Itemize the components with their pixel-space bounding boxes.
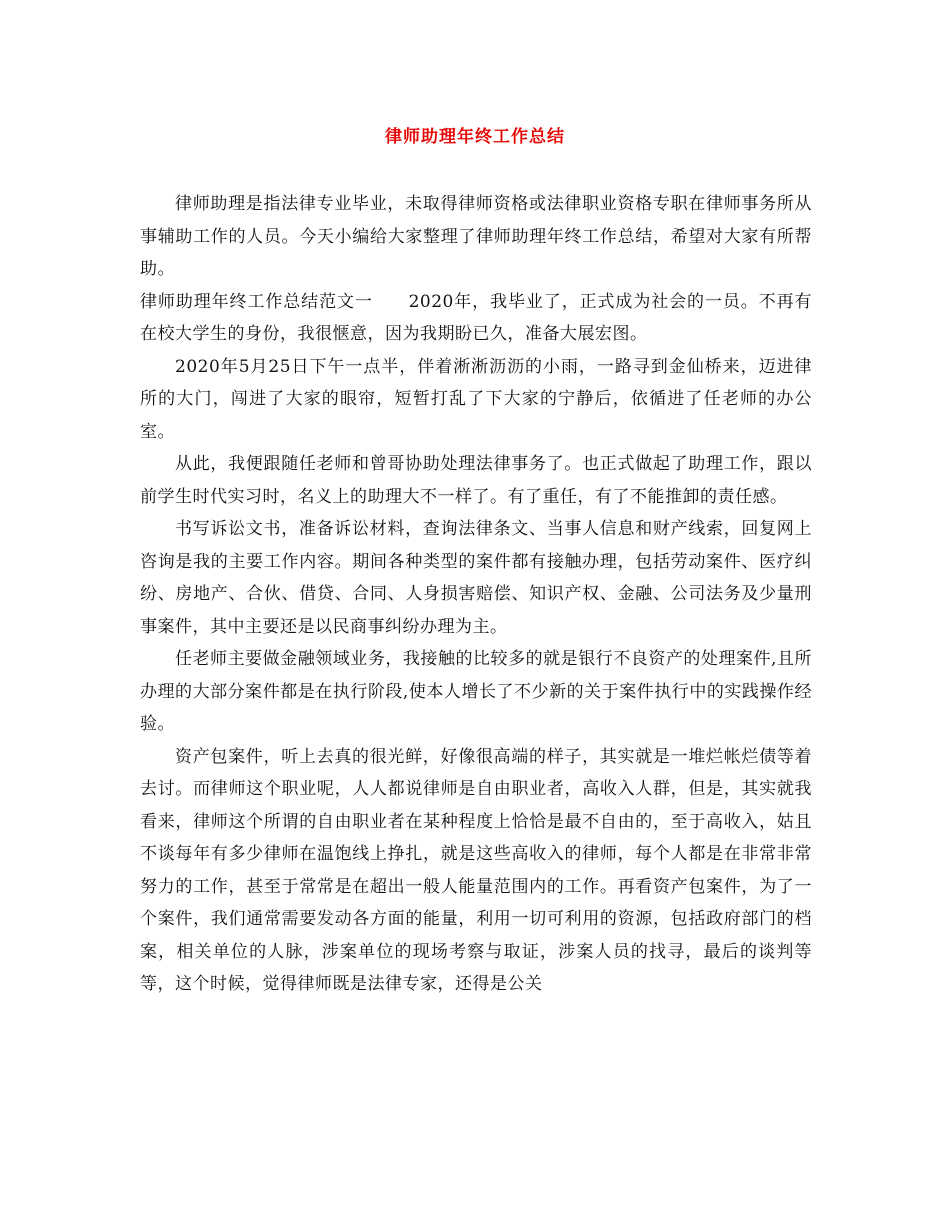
- paragraph-asset-packages: 资产包案件，听上去真的很光鲜，好像很高端的样子，其实就是一堆烂帐烂债等着去讨。而律师这个职业呢，人人都说律师是自由职业者，高收入人群，但是，其实就我看来，律师这个所谓的自由职业者在某种程度上恰恰是最不自由的，至于高收入，姑且不谈每年有多少律师在温饱线上挣扎，就是这些高收入的律师，每个人都是在非常非常努力的工作，甚至于常常是在超出一般人能量范围内的工作。再看资产包案件，为了一个案件，我们通常需要发动各方面的能量，利用一切可利用的资源，包括政府部门的档案，相关单位的人脉，涉案单位的现场考察与取证，涉案人员的找寻，最后的谈判等等，这个时候，觉得律师既是法律专家，还得是公关: [140, 746, 812, 994]
- paragraph-duties: 书写诉讼文书，准备诉讼材料，查询法律条文、当事人信息和财产线索，回复网上咨询是我的主要工作内容。期间各种类型的案件都有接触办理，包括劳动案件、医疗纠纷、房地产、合伙、借贷、合同、人身损害赔偿、知识产权、金融、公司法务及少量刑事案件，其中主要还是以民商事纠纷办理为主。: [140, 519, 812, 637]
- document-title: 律师助理年终工作总结: [385, 127, 565, 147]
- paragraph-intro: 律师助理是指法律专业毕业，未取得律师资格或法律职业资格专职在律师事务所从事辅助工作的人员。今天小编给大家整理了律师助理年终工作总结，希望对大家有所帮助。: [140, 194, 812, 279]
- paragraph-finance: 任老师主要做金融领域业务，我接触的比较多的就是银行不良资产的处理案件,且所办理的大部分案件都是在执行阶段,使本人增长了不少新的关于案件执行中的实践操作经验。: [140, 649, 812, 734]
- paragraph-assistant-work: 从此，我便跟随任老师和曾哥协助处理法律事务了。也正式做起了助理工作，跟以前学生时代实习时，名义上的助理大不一样了。有了重任，有了不能推卸的责任感。: [140, 454, 812, 507]
- paragraph-sample-one: 律师助理年终工作总结范文一 2020年，我毕业了，正式成为社会的一员。不再有在校大学生的身份，我很惬意，因为我期盼已久，准备大展宏图。: [140, 291, 812, 344]
- paragraph-arrival: 2020年5月25日下午一点半，伴着淅淅沥沥的小雨，一路寻到金仙桥来，迈进律所的大门，闯进了大家的眼帘，短暂打乱了下大家的宁静后，依循进了任老师的办公室。: [140, 356, 812, 442]
- document-body: [140, 188, 812, 1001]
